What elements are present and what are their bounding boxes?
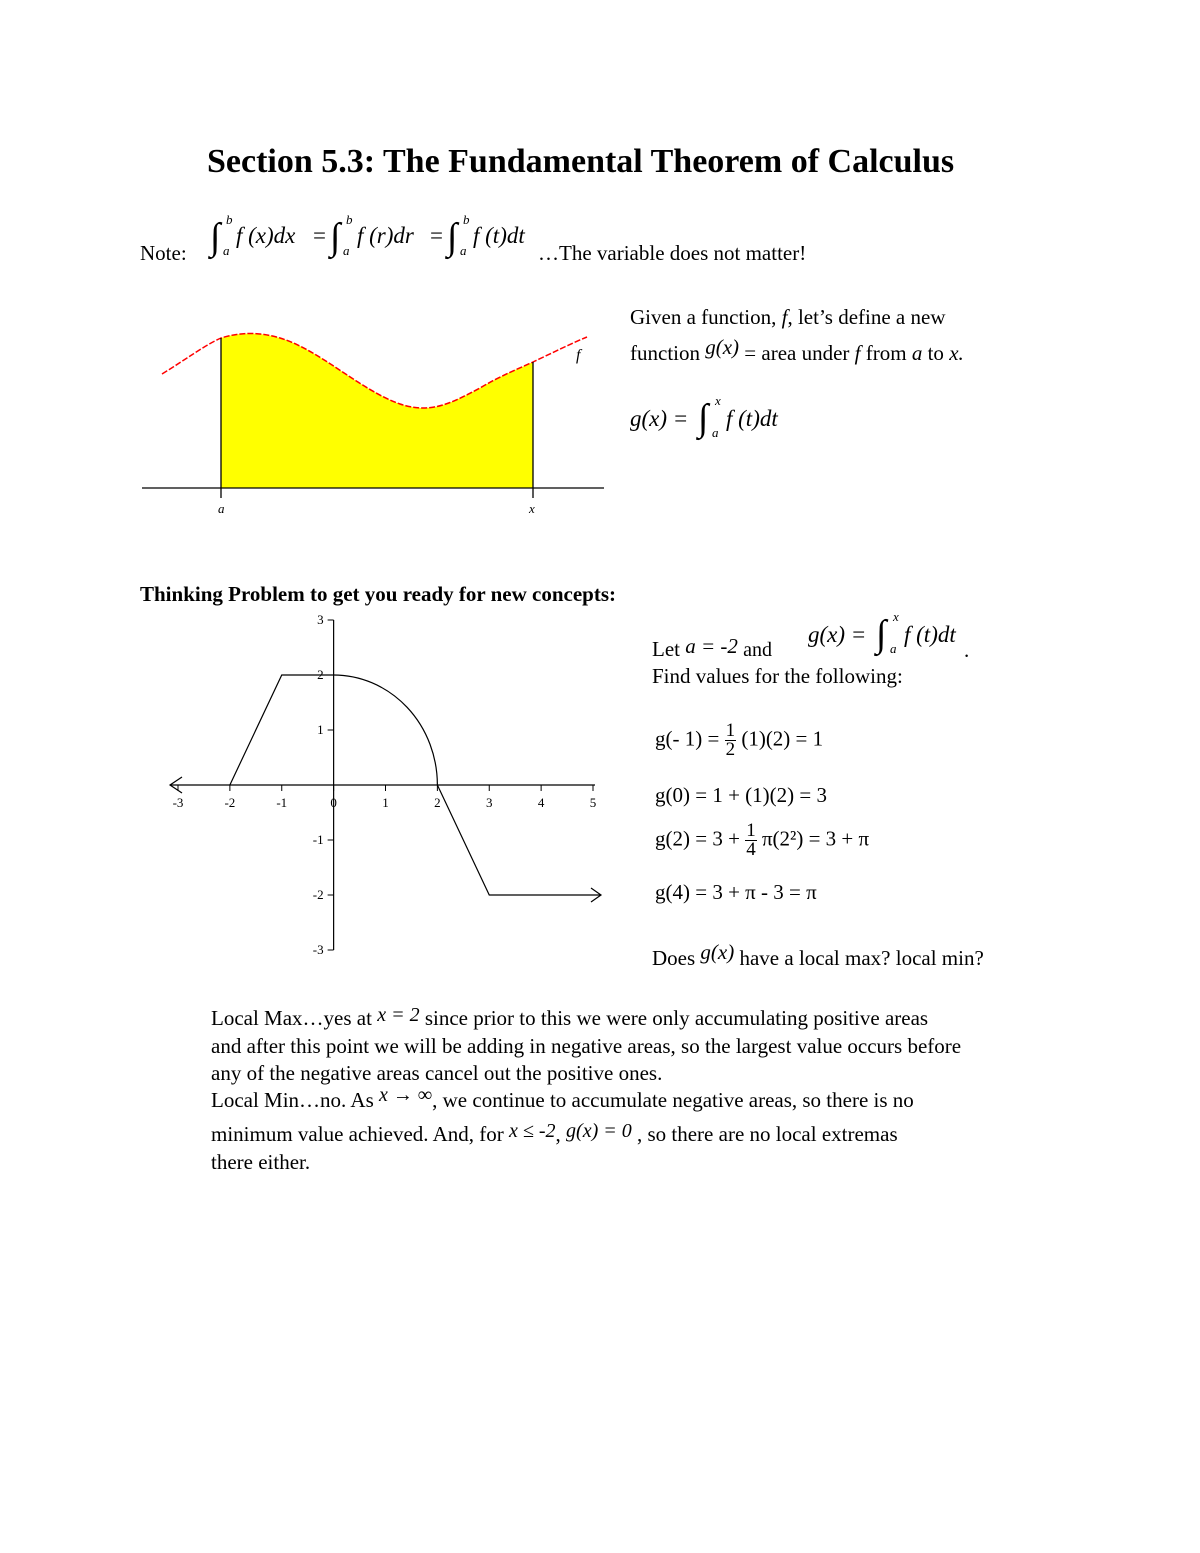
eq3-fraction <box>745 822 757 859</box>
def-text-1: Given a function, <box>630 305 777 329</box>
integral-sign-def: ∫ <box>698 397 709 439</box>
piecewise-graph <box>135 610 610 965</box>
definition-line-1 <box>630 305 946 330</box>
equals-2: = <box>430 223 443 248</box>
lower-limit-2: a <box>343 243 350 258</box>
def-x: x. <box>949 341 964 365</box>
equation-g-neg1 <box>655 722 823 759</box>
integrand-1: f (x)dx <box>236 223 296 248</box>
x-tick-label: -1 <box>276 795 288 810</box>
answer-line-3: any of the negative areas cancel out the positive ones. <box>211 1061 663 1085</box>
formula-upper: x <box>715 393 721 408</box>
upper-limit-2: b <box>346 212 353 227</box>
def-text-3: function <box>630 341 700 365</box>
answer-line-4 <box>211 1084 1091 1115</box>
page-title: Section 5.3: The Fundamental Theorem of Calculus <box>207 143 955 180</box>
g-definition <box>808 609 978 662</box>
a-equals: a = -2 <box>685 634 738 658</box>
y-tick-label: 1 <box>317 722 324 737</box>
label-x: x <box>529 501 535 516</box>
def-text-5: from <box>865 341 907 365</box>
definition-line-2 <box>630 335 964 366</box>
ans-max-x: x = 2 <box>377 1004 420 1026</box>
def-f-2: f <box>854 341 861 365</box>
shaded-area <box>221 334 533 489</box>
ans-min-x: x → ∞ <box>379 1084 433 1106</box>
thinking-heading: Thinking Problem to get you ready for new concepts: <box>140 582 616 606</box>
ans-l5-g: g(x) = 0 <box>566 1120 632 1142</box>
def-text-4: = area under <box>744 341 850 365</box>
eq1-rhs: (1)(2) = 1 <box>741 726 824 751</box>
ans-l5-x: x ≤ -2 <box>509 1120 556 1142</box>
label-a: a <box>218 501 225 516</box>
eq3-rhs: π(2²) = 3 + π <box>761 826 870 851</box>
integral-sign-3: ∫ <box>447 216 458 258</box>
y-tick-label: 3 <box>317 612 324 627</box>
ans-l5-a: minimum value achieved. And, for <box>211 1122 504 1146</box>
x-tick-label: 3 <box>486 795 493 810</box>
eq1-fraction <box>725 722 737 759</box>
ans-max-b: since prior to this we were only accumulating positive areas <box>424 1006 929 1030</box>
answer-line-1 <box>211 1005 1091 1033</box>
def-gx: g(x) <box>705 335 740 359</box>
g-def-lhs: g(x) = <box>808 622 867 647</box>
and-word: and <box>743 639 773 661</box>
eq3-lhs: g(2) = 3 + <box>655 826 740 851</box>
question-line <box>652 940 984 971</box>
lower-limit-1: a <box>223 243 230 258</box>
g-def-integrand: f (t)dt <box>904 622 956 647</box>
note-suffix: …The variable does not matter! <box>538 241 807 265</box>
def-text-6: to <box>927 341 944 365</box>
lower-limit-3: a <box>460 243 467 258</box>
eq1-lhs: g(- 1) = <box>655 726 720 751</box>
upper-limit-1: b <box>226 212 233 227</box>
y-tick-label: -1 <box>312 832 324 847</box>
q-does: Does <box>652 946 696 970</box>
def-a: a <box>911 341 923 365</box>
ans-l5-b: , so there are no local extremas <box>636 1122 898 1146</box>
formula-lhs: g(x) = <box>630 406 689 431</box>
eq3-num: 1 <box>746 820 756 841</box>
formula-integrand: f (t)dt <box>726 406 778 431</box>
axes <box>170 620 595 950</box>
integral-sign-2: ∫ <box>330 216 341 258</box>
y-tick-label: 2 <box>317 667 324 682</box>
label-f: f <box>576 347 581 364</box>
y-tick-label: -3 <box>312 942 324 957</box>
integral-sign-g: ∫ <box>876 613 887 655</box>
equation-g-2 <box>655 822 869 859</box>
eq1-num: 1 <box>725 720 736 741</box>
g-def-lower: a <box>890 641 897 656</box>
x-tick-label: 1 <box>382 795 389 810</box>
def-f-1: f <box>781 305 788 329</box>
g-def-period: . <box>964 638 970 662</box>
ans-min-a: Local Min…no. As <box>211 1088 374 1112</box>
answer-line-6: there either. <box>211 1150 311 1174</box>
formula-lower: a <box>712 425 719 440</box>
q-rest: have a local max? local min? <box>739 946 984 970</box>
x-tick-label: -2 <box>224 795 236 810</box>
let-line <box>652 634 773 662</box>
answer-line-2: and after this point we will be adding in negative areas, so the largest value occurs before <box>211 1034 962 1058</box>
find-values: Find values for the following: <box>652 664 903 688</box>
ans-max-a: Local Max…yes at <box>211 1006 372 1030</box>
equals-1: = <box>313 223 326 248</box>
equation-g-0: g(0) = 1 + (1)(2) = 3 <box>655 783 827 807</box>
equation-g-4: g(4) = 3 + π - 3 = π <box>655 880 817 904</box>
x-tick-label: -3 <box>172 795 184 810</box>
x-tick-label: 0 <box>330 795 337 810</box>
y-tick-label: -2 <box>312 887 324 902</box>
answer-paragraph <box>211 1005 1091 1176</box>
upper-limit-3: b <box>463 212 470 227</box>
ans-l5-comma: , <box>555 1122 561 1146</box>
g-def-upper: x <box>893 609 899 624</box>
ans-min-b: , we continue to accumulate negative areas, so there is no <box>432 1088 914 1112</box>
def-text-2: , let’s define a new <box>787 305 946 329</box>
x-tick-label: 4 <box>537 795 545 810</box>
eq3-den: 4 <box>746 839 756 860</box>
let-word: Let <box>652 637 680 661</box>
x-tick-label: 2 <box>434 795 441 810</box>
eq1-den: 2 <box>725 739 736 760</box>
area-under-curve-graph <box>140 320 610 520</box>
integrand-3: f (t)dt <box>473 223 525 248</box>
definition-formula <box>630 392 830 442</box>
q-gx: g(x) <box>700 940 735 964</box>
x-tick-label: 5 <box>589 795 597 810</box>
integral-sign-1: ∫ <box>210 216 221 258</box>
integrand-2: f (r)dr <box>357 223 414 248</box>
note-label: Note: <box>140 241 187 265</box>
answer-line-5 <box>211 1121 1091 1149</box>
